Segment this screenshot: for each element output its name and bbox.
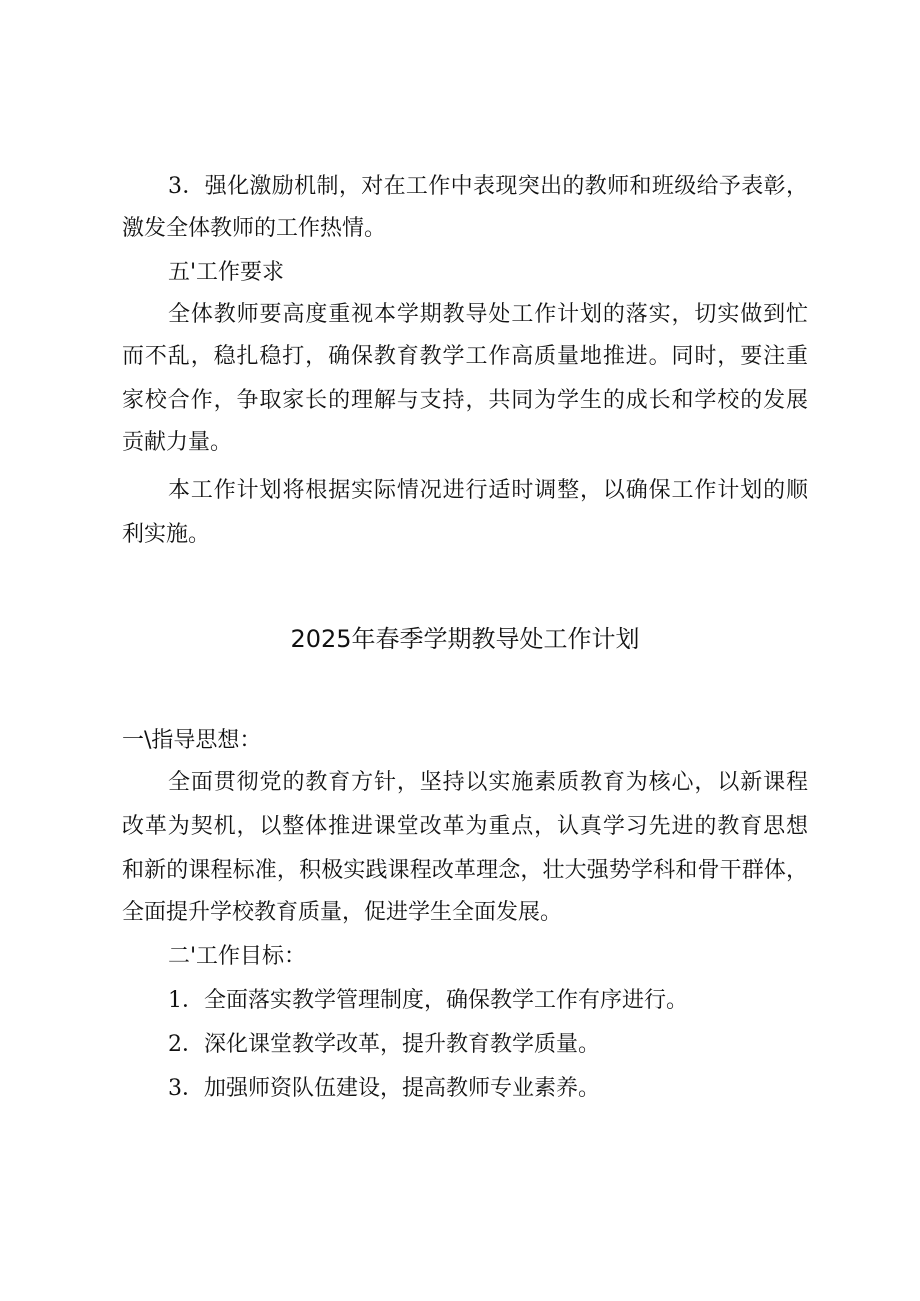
paragraph-line: 全体教师要高度重视本学期教导处工作计划的落实，切实做到忙 xyxy=(168,302,808,327)
goal-item: 2．深化课堂教学改革，提升教育教学质量。 xyxy=(168,1032,600,1057)
paragraph-line: 全面贯彻党的教育方针，坚持以实施素质教育为核心，以新课程 xyxy=(168,770,808,795)
paragraph-line: 改革为契机，以整体推进课堂改革为重点，认真学习先进的教育思想 xyxy=(122,814,808,839)
document-title: 2025年春季学期教导处工作计划 xyxy=(290,625,640,653)
item3-line2: 激发全体教师的工作热情。 xyxy=(122,216,387,241)
paragraph-line: 贡献力量。 xyxy=(122,430,233,455)
paragraph-line: 全面提升学校教育质量，促进学生全面发展。 xyxy=(122,900,563,925)
goal-item: 1．全面落实教学管理制度，确保教学工作有序进行。 xyxy=(168,988,688,1013)
paragraph-line: 而不乱，稳扎稳打，确保教育教学工作高质量地推进。同时，要注重 xyxy=(122,344,808,369)
goal-item: 3．加强师资队伍建设，提高教师专业素养。 xyxy=(168,1076,600,1101)
item3-line1: 3．强化激励机制，对在工作中表现突出的教师和班级给予表彰， xyxy=(168,174,808,199)
paragraph-line: 利实施。 xyxy=(122,522,211,547)
paragraph-line: 本工作计划将根据实际情况进行适时调整，以确保工作计划的顺 xyxy=(168,478,808,503)
section-heading-requirements: 五'工作要求 xyxy=(168,260,285,285)
section-heading-work-goals: 二'工作目标： xyxy=(168,944,307,969)
paragraph-line: 和新的课程标准，积极实践课程改革理念，壮大强势学科和骨干群体， xyxy=(122,858,808,883)
paragraph-line: 家校合作，争取家长的理解与支持，共同为学生的成长和学校的发展 xyxy=(122,388,808,413)
section-heading-guiding-thought: 一\指导思想： xyxy=(122,728,262,753)
